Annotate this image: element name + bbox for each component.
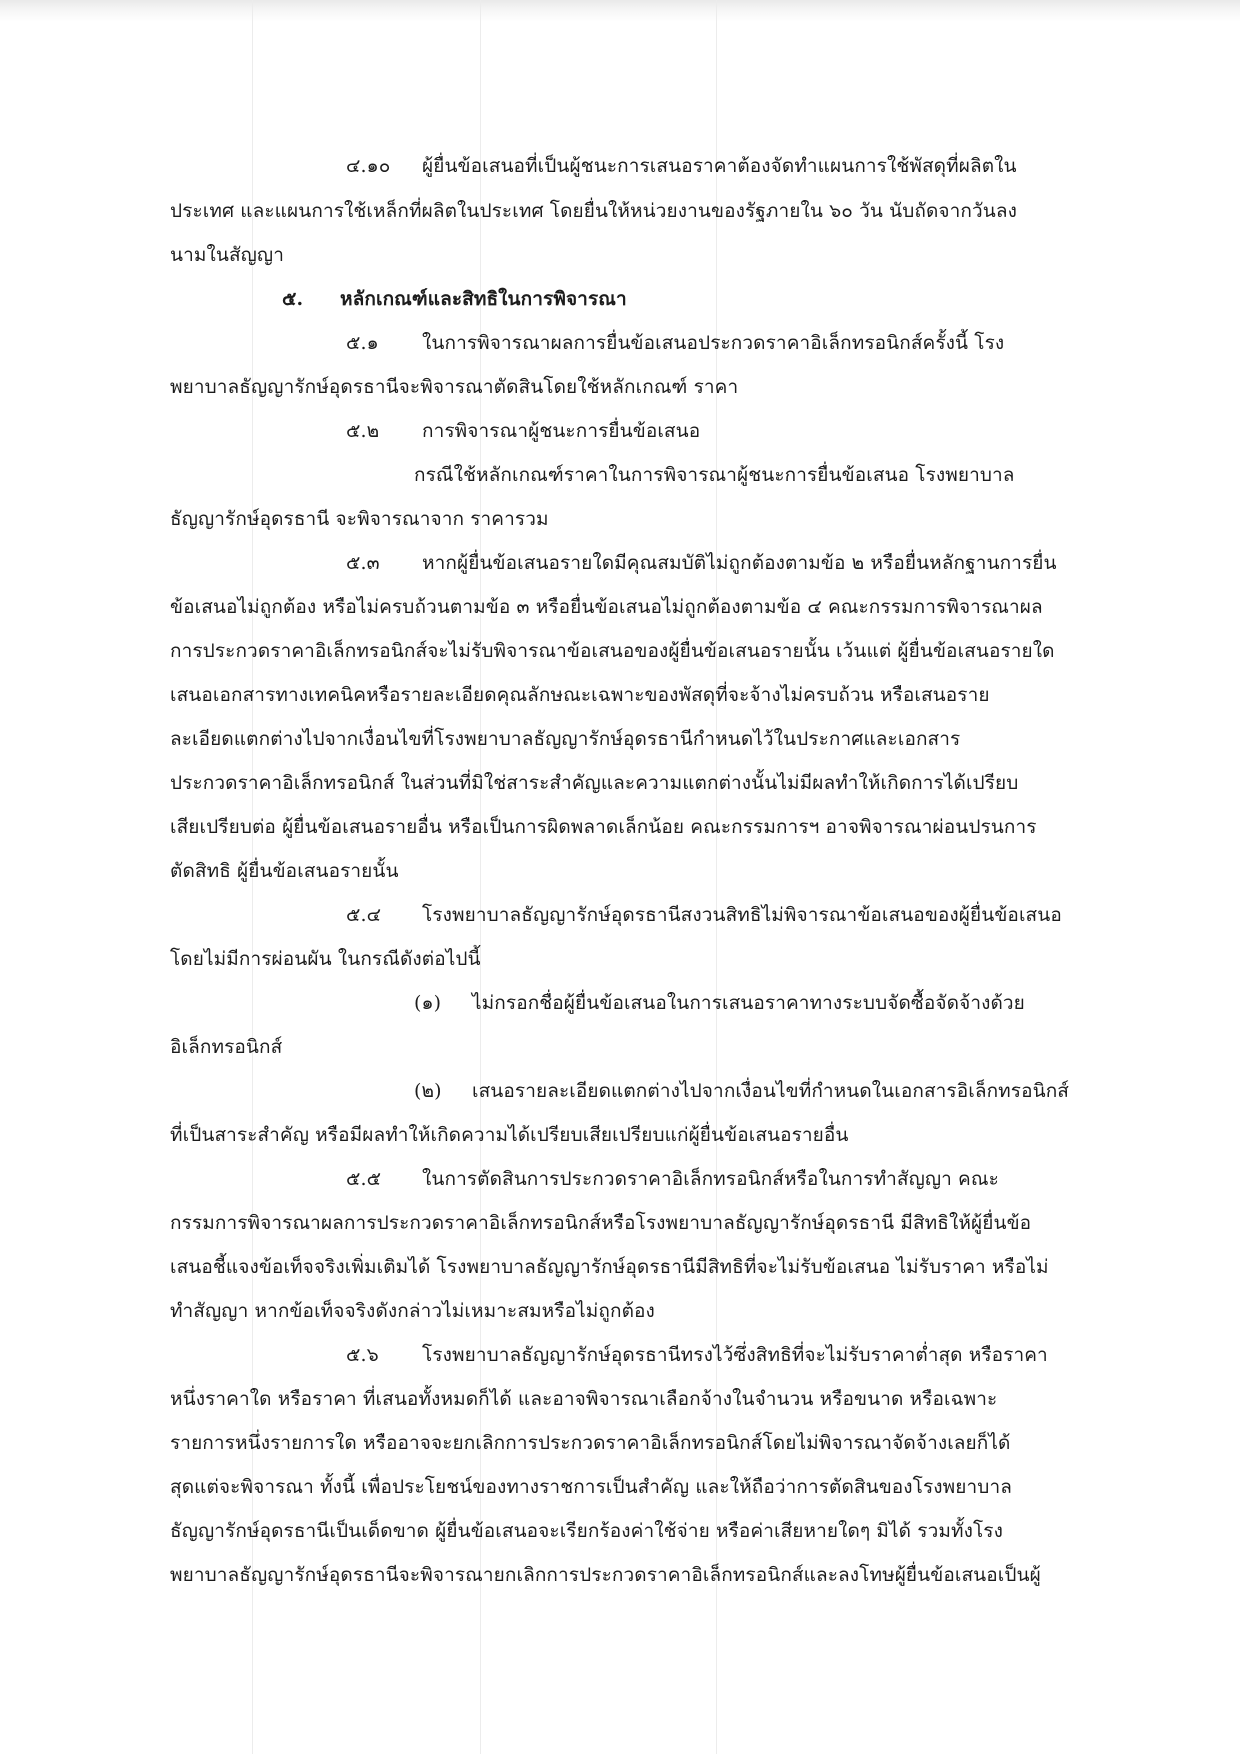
paragraph-5-2-line-3: ธัญญารักษ์อุดรธานี จะพิจารณาจาก ราคารวม	[170, 508, 549, 530]
item-number: (๒)	[414, 1080, 442, 1102]
paragraph-5-6-line-3: รายการหนึ่งรายการใด หรืออาจจะยกเลิกการประกวดราคาอิเล็กทรอนิกส์โดยไม่พิจารณาจัดจ้างเลยก็ได้	[170, 1432, 1011, 1454]
paragraph-5-6-line-5: ธัญญารักษ์อุดรธานีเป็นเด็ดขาด ผู้ยื่นข้อเสนอจะเรียกร้องค่าใช้จ่าย หรือค่าเสียหายใดๆ มิได้ รวมทั้งโรง	[170, 1520, 1003, 1542]
paragraph-5-3-line-4: เสนอเอกสารทางเทคนิคหรือรายละเอียดคุณลักษณะเฉพาะของพัสดุที่จะจ้างไม่ครบถ้วน หรือเสนอราย	[170, 684, 990, 706]
paragraph-5-2-line-1: ๕.๒ การพิจารณาผู้ชนะการยื่นข้อเสนอ	[346, 416, 700, 446]
clause-number: ๕.๕	[346, 1168, 382, 1190]
paragraph-5-5-line-2: กรรมการพิจารณาผลการประกวดราคาอิเล็กทรอนิกส์หรือโรงพยาบาลธัญญารักษ์อุดรธานี มีสิทธิให้ผู้ยื่นข้อ	[170, 1212, 1032, 1234]
clause-number: ๕.๑	[346, 332, 379, 354]
item-1-line-1: (๑) ไม่กรอกชื่อผู้ยื่นข้อเสนอในการเสนอราคาทางระบบจัดซื้อจัดจ้างด้วย	[414, 988, 1025, 1018]
section-number: ๕.	[282, 288, 304, 310]
paragraph-5-5-line-3: เสนอชี้แจงข้อเท็จจริงเพิ่มเติมได้ โรงพยาบาลธัญญารักษ์อุดรธานีมีสิทธิที่จะไม่รับข้อเสนอ ไม่รับราคา หรือไม่	[170, 1256, 1049, 1278]
paragraph-5-4-line-2: โดยไม่มีการผ่อนผัน ในกรณีดังต่อไปนี้	[170, 948, 481, 970]
item-number: (๑)	[414, 992, 442, 1014]
clause-number: ๕.๒	[346, 420, 380, 442]
paragraph-5-6-line-6: พยาบาลธัญญารักษ์อุดรธานีจะพิจารณายกเลิกการประกวดราคาอิเล็กทรอนิกส์และลงโทษผู้ยื่นข้อเสนอเป็นผู้	[170, 1564, 1041, 1586]
clause-number: ๕.๔	[346, 904, 382, 926]
paragraph-5-5-line-4: ทำสัญญา หากข้อเท็จจริงดังกล่าวไม่เหมาะสมหรือไม่ถูกต้อง	[170, 1300, 655, 1322]
paragraph-5-2-line-2: กรณีใช้หลักเกณฑ์ราคาในการพิจารณาผู้ชนะการยื่นข้อเสนอ โรงพยาบาล	[414, 464, 1015, 486]
section-title: หลักเกณฑ์และสิทธิในการพิจารณา	[340, 288, 627, 310]
paragraph-5-5-line-1: ๕.๕ ในการตัดสินการประกวดราคาอิเล็กทรอนิกส์หรือในการทำสัญญา คณะ	[346, 1164, 999, 1194]
item-2-line-1: (๒) เสนอรายละเอียดแตกต่างไปจากเงื่อนไขที่กำหนดในเอกสารอิเล็กทรอนิกส์	[414, 1076, 1069, 1106]
paragraph-4-10-line-2: ประเทศ และแผนการใช้เหล็กที่ผลิตในประเทศ โดยยื่นให้หน่วยงานของรัฐภายใน ๖๐ วัน นับถัดจากวันลง	[170, 200, 1017, 222]
paragraph-5-6-line-4: สุดแต่จะพิจารณา ทั้งนี้ เพื่อประโยชน์ของทางราชการเป็นสำคัญ และให้ถือว่าการตัดสินของโรงพยาบาล	[170, 1476, 1012, 1498]
section-5-heading	[282, 284, 627, 314]
paragraph-5-3-line-2: ข้อเสนอไม่ถูกต้อง หรือไม่ครบถ้วนตามข้อ ๓ หรือยื่นข้อเสนอไม่ถูกต้องตามข้อ ๔ คณะกรรมการพิจารณาผล	[170, 596, 1043, 618]
clause-number: ๔.๑๐	[346, 155, 391, 177]
paragraph-5-3-line-1: ๕.๓ หากผู้ยื่นข้อเสนอรายใดมีคุณสมบัติไม่ถูกต้องตามข้อ ๒ หรือยื่นหลักฐานการยื่น	[346, 548, 1057, 578]
paragraph-4-10-line-3: นามในสัญญา	[170, 244, 284, 266]
paragraph-5-3-line-6: ประกวดราคาอิเล็กทรอนิกส์ ในส่วนที่มิใช่สาระสำคัญและความแตกต่างนั้นไม่มีผลทำให้เกิดการได้เปรียบ	[170, 772, 1019, 794]
paragraph-5-3-line-3: การประกวดราคาอิเล็กทรอนิกส์จะไม่รับพิจารณาข้อเสนอของผู้ยื่นข้อเสนอรายนั้น เว้นแต่ ผู้ยื่นข้อเสนอรายใด	[170, 640, 1055, 662]
item-2-line-2: ที่เป็นสาระสำคัญ หรือมีผลทำให้เกิดความได้เปรียบเสียเปรียบแก่ผู้ยื่นข้อเสนอรายอื่น	[170, 1124, 849, 1146]
clause-number: ๕.๓	[346, 552, 380, 574]
clause-number: ๕.๖	[346, 1344, 379, 1366]
paragraph-4-10-line-1: ๔.๑๐ ผู้ยื่นข้อเสนอที่เป็นผู้ชนะการเสนอราคาต้องจัดทำแผนการใช้พัสดุที่ผลิตใน	[346, 151, 1017, 181]
paragraph-5-3-line-5: ละเอียดแตกต่างไปจากเงื่อนไขที่โรงพยาบาลธัญญารักษ์อุดรธานีกำหนดไว้ในประกาศและเอกสาร	[170, 728, 961, 750]
paragraph-5-6-line-1: ๕.๖ โรงพยาบาลธัญญารักษ์อุดรธานีทรงไว้ซึ่งสิทธิที่จะไม่รับราคาต่ำสุด หรือราคา	[346, 1340, 1048, 1370]
paragraph-5-3-line-8: ตัดสิทธิ ผู้ยื่นข้อเสนอรายนั้น	[170, 860, 399, 882]
paragraph-5-4-line-1: ๕.๔ โรงพยาบาลธัญญารักษ์อุดรธานีสงวนสิทธิไม่พิจารณาข้อเสนอของผู้ยื่นข้อเสนอ	[346, 900, 1062, 930]
paragraph-5-6-line-2: หนึ่งราคาใด หรือราคา ที่เสนอทั้งหมดก็ได้ และอาจพิจารณาเลือกจ้างในจำนวน หรือขนาด หรือเฉพาะ	[170, 1388, 998, 1410]
item-1-line-2: อิเล็กทรอนิกส์	[170, 1036, 283, 1058]
paragraph-5-3-line-7: เสียเปรียบต่อ ผู้ยื่นข้อเสนอรายอื่น หรือเป็นการผิดพลาดเล็กน้อย คณะกรรมการฯ อาจพิจารณาผ่อนปรนการ	[170, 816, 1037, 838]
paragraph-5-1-line-2: พยาบาลธัญญารักษ์อุดรธานีจะพิจารณาตัดสินโดยใช้หลักเกณฑ์ ราคา	[170, 376, 739, 398]
paragraph-5-1-line-1: ๕.๑ ในการพิจารณาผลการยื่นข้อเสนอประกวดราคาอิเล็กทรอนิกส์ครั้งนี้ โรง	[346, 328, 1004, 358]
